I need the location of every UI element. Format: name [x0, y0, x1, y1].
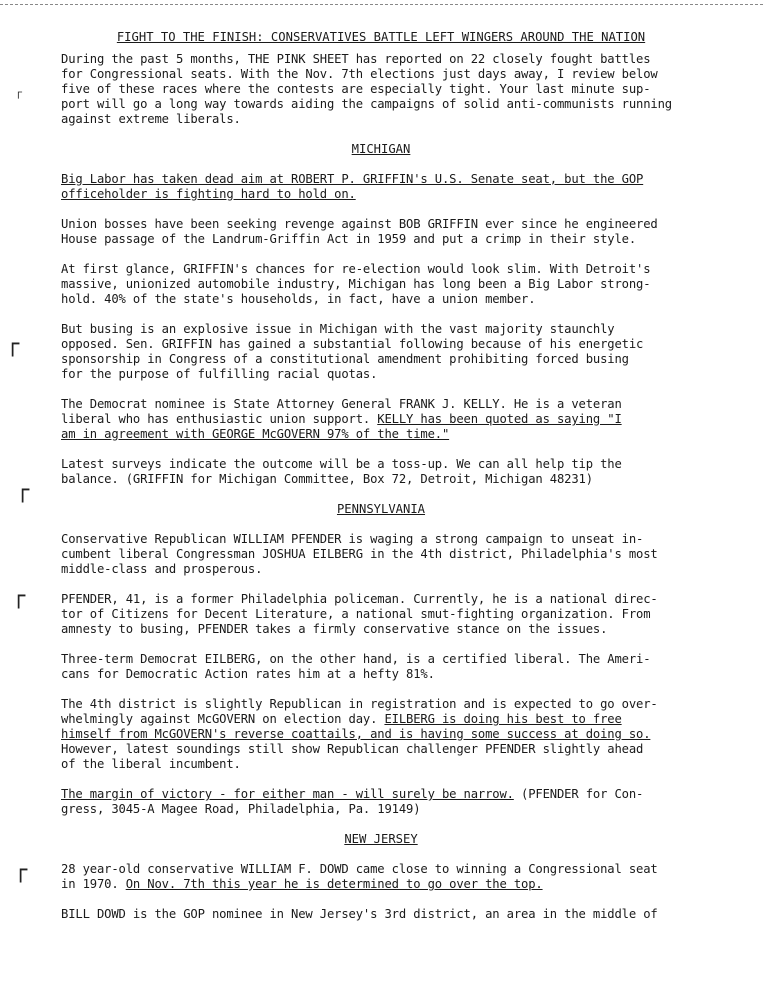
michigan-paragraph-6: Latest surveys indicate the outcome will be a toss-up. We can all help tip the balance. (GRIFFIN for Michigan Committee, Box 72, Detroit, Michigan 48231)	[61, 457, 622, 486]
intro-paragraph: During the past 5 months, THE PINK SHEET has reported on 22 closely fought battles for Congressional seats. With the Nov. 7th elections just days away, I review below five of these races where the contests are especially tight. Your last minute sup- port will go a long way towards aiding the campaigns of solid anti-communists running against extreme liberals.	[61, 52, 672, 126]
pennsylvania-paragraph-5	[61, 787, 701, 817]
pennsylvania-paragraph-3: Three-term Democrat EILBERG, on the other hand, is a certified liberal. The Ameri- cans for Democratic Action rates him at a hefty 81%.	[61, 652, 651, 681]
section-heading-michigan: MICHIGAN	[351, 142, 411, 156]
page-top-edge	[0, 4, 763, 5]
document-page	[61, 30, 701, 922]
michigan-paragraph-2: Union bosses have been seeking revenge against BOB GRIFFIN ever since he engineered House passage of the Landrum-Griffin Act in 1959 and put a crimp in their style.	[61, 217, 658, 246]
pennsylvania-paragraph-2: PFENDER, 41, is a former Philadelphia policeman. Currently, he is a national direc- tor of Citizens for Decent Literature, a national smut-fighting organization. From amnesty to busing, PFENDER takes a firmly conservative stance on the issues.	[61, 592, 658, 636]
kelly-quote: KELLY has been quoted as saying "I am in agreement with GEORGE McGOVERN 97% of the time."	[61, 412, 622, 441]
pfender-address: (PFENDER for Con- gress, 3045-A Magee Road, Philadelphia, Pa. 19149)	[61, 787, 644, 816]
michigan-paragraph-5	[61, 397, 701, 442]
check-mark-icon: ⸀	[16, 88, 25, 107]
pennsylvania-paragraph-4	[61, 697, 701, 772]
new-jersey-paragraph-1-text: 28 year-old conservative WILLIAM F. DOWD came close to winning a Congressional seat in 1970.	[61, 862, 658, 891]
check-mark-icon: ┌	[6, 332, 20, 357]
pennsylvania-paragraph-4-text: The 4th district is slightly Republican in registration and is expected to go over- whelmingly against McGOVERN on election day.	[61, 697, 658, 726]
michigan-paragraph-3: At first glance, GRIFFIN's chances for re-election would look slim. With Detroit's massive, unionized automobile industry, Michigan has long been a Big Labor strong- hold. 40% of the state's households, in fact, have a union member.	[61, 262, 651, 306]
eilberg-coattails-sentence: EILBERG is doing his best to free himself from McGOVERN's reverse coattails, and is having some success at doing so.	[61, 712, 651, 741]
pennsylvania-paragraph-1: Conservative Republican WILLIAM PFENDER is waging a strong campaign to unseat in- cumbent liberal Congressman JOSHUA EILBERG in the 4th district, Philadelphia's most middle-class and prosperous.	[61, 532, 658, 576]
new-jersey-paragraph-1	[61, 862, 701, 892]
section-heading-pennsylvania: PENNSYLVANIA	[336, 502, 426, 516]
margin-of-victory-sentence: The margin of victory - for either man - will surely be narrow.	[61, 787, 514, 801]
section-heading-new-jersey: NEW JERSEY	[344, 832, 418, 846]
check-mark-icon: ┌	[12, 584, 26, 609]
check-mark-icon: ┌	[16, 478, 30, 503]
dowd-determined-sentence: On Nov. 7th this year he is determined to go over the top.	[125, 877, 543, 891]
pennsylvania-paragraph-4-tail: However, latest soundings still show Republican challenger PFENDER slightly ahead of the liberal incumbent.	[61, 742, 644, 771]
new-jersey-paragraph-2: BILL DOWD is the GOP nominee in New Jersey's 3rd district, an area in the middle of	[61, 907, 658, 921]
michigan-paragraph-1: Big Labor has taken dead aim at ROBERT P. GRIFFIN's U.S. Senate seat, but the GOP officeholder is fighting hard to hold on.	[61, 172, 644, 201]
michigan-paragraph-5-text: The Democrat nominee is State Attorney General FRANK J. KELLY. He is a veteran liberal who has enthusiastic union support.	[61, 397, 622, 426]
michigan-paragraph-4: But busing is an explosive issue in Michigan with the vast majority staunchly opposed. Sen. GRIFFIN has gained a substantial following because of his energetic sponsorship in Congress of a constitutional amendment prohibiting forced busing for the purpose of fulfilling racial quotas.	[61, 322, 644, 381]
page-title: FIGHT TO THE FINISH: CONSERVATIVES BATTLE LEFT WINGERS AROUND THE NATION	[116, 30, 646, 44]
check-mark-icon: ┌	[14, 858, 28, 883]
